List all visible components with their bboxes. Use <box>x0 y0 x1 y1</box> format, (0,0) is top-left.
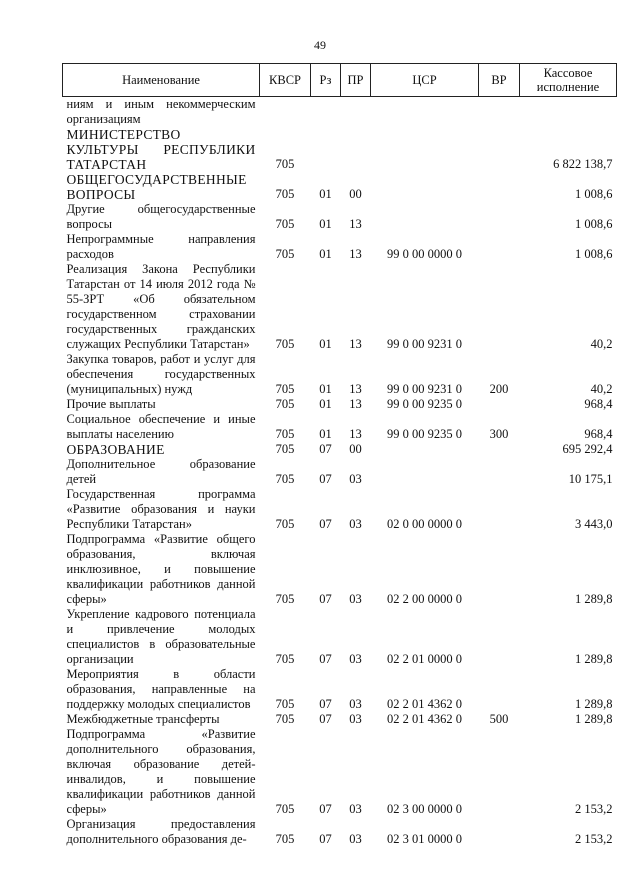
table-row <box>63 487 617 532</box>
cell-csr: 02 3 01 0000 0 <box>387 832 462 846</box>
cell-csr: 99 0 00 9235 0 <box>387 427 462 441</box>
table-row <box>63 817 617 847</box>
cell-kvsr: 705 <box>275 517 295 531</box>
cell-amount: 1 008,6 <box>575 217 613 231</box>
cell-vr: 200 <box>489 382 509 396</box>
table-row <box>63 232 617 262</box>
cell-name: Реализация Закона Республики Татарстан от 14 июля 2012 года № 55-ЗРТ «Об обязательном государственном страховании государственных гражданских служащих Республики Татарстан» <box>66 262 256 351</box>
cell-vr <box>479 127 520 172</box>
cell-name: Дополнительное образование детей <box>66 457 256 486</box>
cell-csr: 99 0 00 9231 0 <box>387 337 462 351</box>
cell-csr: 02 2 01 4362 0 <box>387 697 462 711</box>
cell-amount: 10 175,1 <box>568 472 613 486</box>
cell-pr: 00 <box>349 442 362 456</box>
cell-pr: 13 <box>349 427 362 441</box>
cell-amount: 1 289,8 <box>575 652 613 666</box>
cell-amount: 2 153,2 <box>575 802 613 816</box>
cell-kvsr <box>260 97 311 128</box>
table-header-row <box>63 64 617 97</box>
cell-rz: 07 <box>319 442 332 456</box>
table-row <box>63 442 617 457</box>
cell-rz: 07 <box>319 712 332 726</box>
cell-pr <box>341 127 371 172</box>
col-header-pr: ПР <box>341 64 371 97</box>
cell-amount: 40,2 <box>590 337 613 351</box>
cell-name: МИНИСТЕРСТВО КУЛЬТУРЫ РЕСПУБЛИКИ ТАТАРСТАН <box>66 127 256 172</box>
table-row <box>63 352 617 397</box>
cell-csr: 02 2 00 0000 0 <box>387 592 462 606</box>
cell-pr: 13 <box>349 382 362 396</box>
cell-amount: 40,2 <box>590 382 613 396</box>
cell-amount: 1 008,6 <box>575 247 613 261</box>
cell-kvsr: 705 <box>275 157 295 171</box>
cell-csr: 02 0 00 0000 0 <box>387 517 462 531</box>
cell-rz: 07 <box>319 592 332 606</box>
cell-kvsr: 705 <box>275 247 295 261</box>
cell-name: Государственная программа «Развитие образования и науки Республики Татарстан» <box>66 487 256 531</box>
table-body <box>63 97 617 848</box>
table-row <box>63 607 617 667</box>
cell-kvsr: 705 <box>275 187 295 201</box>
budget-table <box>62 63 617 847</box>
cell-csr: 99 0 00 9235 0 <box>387 397 462 411</box>
cell-vr <box>479 442 520 457</box>
cell-kvsr: 705 <box>275 442 295 456</box>
cell-csr: 02 3 00 0000 0 <box>387 802 462 816</box>
cell-name: Организация предоставления дополнительного образования де- <box>66 817 256 846</box>
cell-vr <box>479 397 520 412</box>
cell-vr <box>479 232 520 262</box>
cell-amount: 2 153,2 <box>575 832 613 846</box>
cell-csr: 02 2 01 0000 0 <box>387 652 462 666</box>
cell-pr: 13 <box>349 247 362 261</box>
table-row <box>63 457 617 487</box>
cell-rz: 07 <box>319 517 332 531</box>
cell-amount: 3 443,0 <box>575 517 613 531</box>
cell-kvsr: 705 <box>275 382 295 396</box>
cell-pr: 03 <box>349 472 362 486</box>
cell-name: ОБЩЕГОСУДАРСТВЕННЫЕ ВОПРОСЫ <box>66 172 247 202</box>
cell-kvsr: 705 <box>275 472 295 486</box>
table-row <box>63 172 617 202</box>
cell-name: ОБРАЗОВАНИЕ <box>66 442 165 457</box>
cell-vr <box>479 727 520 817</box>
page-number: 49 <box>314 38 326 52</box>
cell-pr: 13 <box>349 337 362 351</box>
cell-kvsr: 705 <box>275 832 295 846</box>
table-row <box>63 412 617 442</box>
cell-vr: 300 <box>489 427 509 441</box>
cell-pr: 13 <box>349 397 362 411</box>
cell-rz: 07 <box>319 472 332 486</box>
cell-kvsr: 705 <box>275 592 295 606</box>
table-row <box>63 97 617 128</box>
cell-name: Мероприятия в области образования, направленные на поддержку молодых специалистов <box>66 667 256 711</box>
cell-name: Другие общегосударственные вопросы <box>66 202 256 231</box>
table-row <box>63 127 617 172</box>
cell-rz <box>311 127 341 172</box>
cell-vr <box>479 817 520 847</box>
cell-name: Подпрограмма «Развитие дополнительного образования, включая образование детей-инвалидов, и повышение квалификации работников данной сферы» <box>66 727 256 816</box>
cell-pr: 00 <box>349 187 362 201</box>
cell-csr <box>371 457 479 487</box>
cell-pr: 03 <box>349 652 362 666</box>
cell-name: Подпрограмма «Развитие общего образования, включая инклюзивное, и повышение квалификации работников данной сферы» <box>66 532 256 606</box>
cell-vr <box>479 532 520 607</box>
cell-amount: 6 822 138,7 <box>553 157 613 171</box>
cell-amount: 1 289,8 <box>575 592 613 606</box>
cell-pr: 03 <box>349 802 362 816</box>
cell-kvsr: 705 <box>275 697 295 711</box>
cell-vr <box>479 172 520 202</box>
cell-vr <box>479 97 520 128</box>
cell-csr <box>371 442 479 457</box>
col-header-csr: ЦСР <box>371 64 479 97</box>
cell-kvsr: 705 <box>275 397 295 411</box>
table-row <box>63 532 617 607</box>
cell-kvsr: 705 <box>275 712 295 726</box>
cell-vr <box>479 607 520 667</box>
cell-rz: 07 <box>319 697 332 711</box>
cell-name: Закупка товаров, работ и услуг для обеспечения государственных (муниципальных) нужд <box>66 352 256 396</box>
cell-rz <box>311 97 341 128</box>
cell-rz: 07 <box>319 652 332 666</box>
cell-kvsr: 705 <box>275 217 295 231</box>
cell-kvsr: 705 <box>275 427 295 441</box>
cell-name: Непрограммные направления расходов <box>66 232 256 261</box>
cell-vr <box>479 202 520 232</box>
cell-rz: 07 <box>319 832 332 846</box>
cell-amount: 968,4 <box>584 397 613 411</box>
cell-pr <box>341 97 371 128</box>
cell-vr <box>479 667 520 712</box>
cell-pr: 03 <box>349 517 362 531</box>
table-row <box>63 667 617 712</box>
col-header-vr: ВР <box>479 64 520 97</box>
cell-amount: 695 292,4 <box>562 442 613 456</box>
cell-csr <box>371 127 479 172</box>
cell-csr: 02 2 01 4362 0 <box>387 712 462 726</box>
cell-pr: 13 <box>349 217 362 231</box>
cell-vr <box>479 487 520 532</box>
table-row <box>63 202 617 232</box>
cell-rz: 01 <box>319 382 332 396</box>
cell-rz: 07 <box>319 802 332 816</box>
cell-pr: 03 <box>349 712 362 726</box>
cell-rz: 01 <box>319 247 332 261</box>
cell-vr <box>479 457 520 487</box>
cell-amount: 1 289,8 <box>575 712 613 726</box>
cell-name: Социальное обеспечение и иные выплаты населению <box>66 412 256 441</box>
cell-csr: 99 0 00 9231 0 <box>387 382 462 396</box>
cell-csr <box>371 97 479 128</box>
cell-rz: 01 <box>319 397 332 411</box>
cell-name: Укрепление кадрового потенциала и привлечение молодых специалистов в образовательные организации <box>66 607 256 666</box>
cell-pr: 03 <box>349 832 362 846</box>
col-header-kvsr: КВСР <box>260 64 311 97</box>
cell-name: Межбюджетные трансферты <box>66 712 220 726</box>
cell-vr <box>479 262 520 352</box>
cell-amount: 1 008,6 <box>575 187 613 201</box>
table-row <box>63 397 617 412</box>
cell-amount: 968,4 <box>584 427 613 441</box>
cell-rz: 01 <box>319 337 332 351</box>
table-row <box>63 727 617 817</box>
cell-name: Прочие выплаты <box>66 397 156 411</box>
cell-name: ниям и иным некоммерческим организациям <box>66 97 256 126</box>
table-row <box>63 262 617 352</box>
cell-pr: 03 <box>349 697 362 711</box>
cell-rz: 01 <box>319 427 332 441</box>
cell-kvsr: 705 <box>275 652 295 666</box>
cell-pr: 03 <box>349 592 362 606</box>
cell-csr: 99 0 00 0000 0 <box>387 247 462 261</box>
cell-csr <box>371 172 479 202</box>
cell-amount: 1 289,8 <box>575 697 613 711</box>
cell-kvsr: 705 <box>275 337 295 351</box>
cell-kvsr: 705 <box>275 802 295 816</box>
table-row <box>63 712 617 727</box>
col-header-name: Наименование <box>63 64 260 97</box>
cell-csr <box>371 202 479 232</box>
cell-amount <box>520 97 617 128</box>
col-header-amount: Кассовое исполнение <box>520 64 617 97</box>
cell-rz: 01 <box>319 187 332 201</box>
cell-vr: 500 <box>489 712 509 726</box>
cell-rz: 01 <box>319 217 332 231</box>
col-header-rz: Рз <box>311 64 341 97</box>
